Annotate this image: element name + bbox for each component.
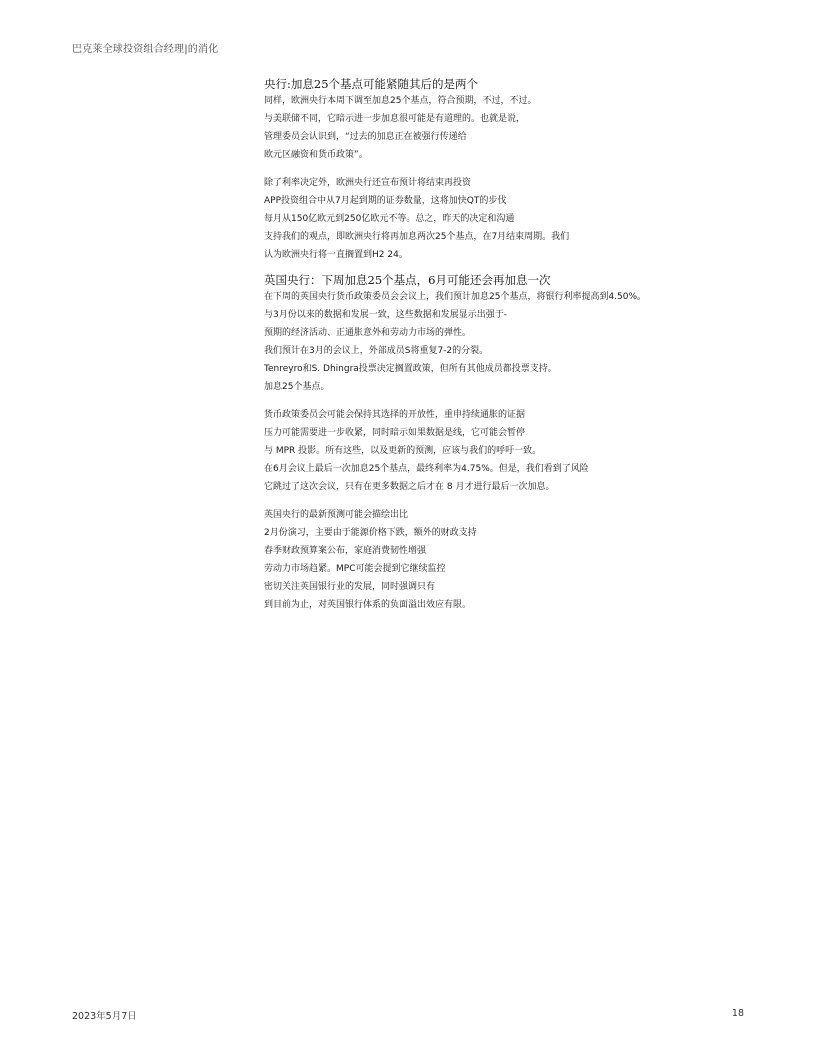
paragraph-line: 与美联储不同，它暗示进一步加息很可能是有道理的。也就是说， (264, 114, 526, 124)
section-heading-boe: 英国央行：下周加息25个基点，6月可能还会再加息一次 (264, 273, 551, 287)
paragraph-line: 支持我们的观点，即欧洲央行将再加息两次25个基点，在7月结束周期。我们 (264, 232, 570, 242)
paragraph-line: 同样，欧洲央行本周下调至加息25个基点，符合预期，不过，不过。 (264, 96, 537, 106)
paragraph-line: 春季财政预算案公布，家庭消费韧性增强 (264, 546, 427, 556)
section-heading-ecb: 央行:加息25个基点可能紧随其后的是两个 (264, 77, 479, 91)
paragraph-line: 管理委员会认识到，“过去的加息正在被强行传递给 (264, 132, 467, 142)
footer-date: 2023年5月7日 (72, 1011, 137, 1022)
paragraph-line: 它跳过了这次会议，只有在更多数据之后才在 8 月才进行最后一次加息。 (264, 482, 555, 492)
paragraph-line: 认为欧洲央行将一直搁置到H2 24。 (264, 250, 408, 260)
paragraph-line: 预期的经济活动、正通胀意外和劳动力市场的弹性。 (264, 328, 472, 338)
paragraph-line: 在下周的英国央行货币政策委员会会议上，我们预计加息25个基点，将银行利率提高到4.50%。 (264, 292, 647, 302)
paragraph-line: 加息25个基点。 (264, 382, 330, 392)
report-header: 巴克莱全球投资组合经理|的消化 (72, 44, 219, 55)
main-content (264, 76, 704, 614)
paragraph-line: Tenreyro和S. Dhingra投票决定搁置政策，但所有其他成员都投票支持。 (264, 364, 557, 374)
paragraph-line: 2月份演习，主要由于能源价格下跌，额外的财政支持 (264, 528, 477, 538)
paragraph-line: 劳动力市场趋紧。MPC可能会提到它继续监控 (264, 564, 446, 574)
paragraph-line: APP投资组合中从7月起到期的证券数量，这将加快QT的步伐 (264, 196, 507, 206)
paragraph-line: 压力可能需要进一步收紧，同时暗示如果数据是线，它可能会暂停 (264, 428, 526, 438)
paragraph-line: 与3月份以来的数据和发展一致，这些数据和发展显示出强于- (264, 310, 507, 320)
paragraph-line: 每月从150亿欧元到250亿欧元不等。总之，昨天的决定和沟通 (264, 214, 515, 224)
paragraph-line: 密切关注英国银行业的发展，同时强调只有 (264, 582, 436, 592)
paragraph-line: 在6月会议上最后一次加息25个基点，最终利率为4.75%。但是，我们看到了风险 (264, 464, 589, 474)
page-number: 18 (731, 1008, 744, 1019)
paragraph-line: 与 MPR 投影。所有这些，以及更新的预测，应该与我们的呼吁一致。 (264, 446, 542, 456)
paragraph-line: 我们预计在3月的会议上，外部成员S将重复7-2的分裂。 (264, 346, 489, 356)
section-boe (264, 272, 704, 614)
paragraph-line: 欧元区融资和货币政策”。 (264, 150, 368, 160)
paragraph-line: 到目前为止，对英国银行体系的负面溢出效应有限。 (264, 600, 472, 610)
section-ecb (264, 76, 704, 264)
paragraph-line: 除了利率决定外，欧洲央行还宣布预计将结束再投资 (264, 178, 472, 188)
paragraph-line: 英国央行的最新预测可能会描绘出比 (264, 510, 409, 520)
paragraph-line: 货币政策委员会可能会保持其选择的开放性，重申持续通胀的证据 (264, 410, 526, 420)
